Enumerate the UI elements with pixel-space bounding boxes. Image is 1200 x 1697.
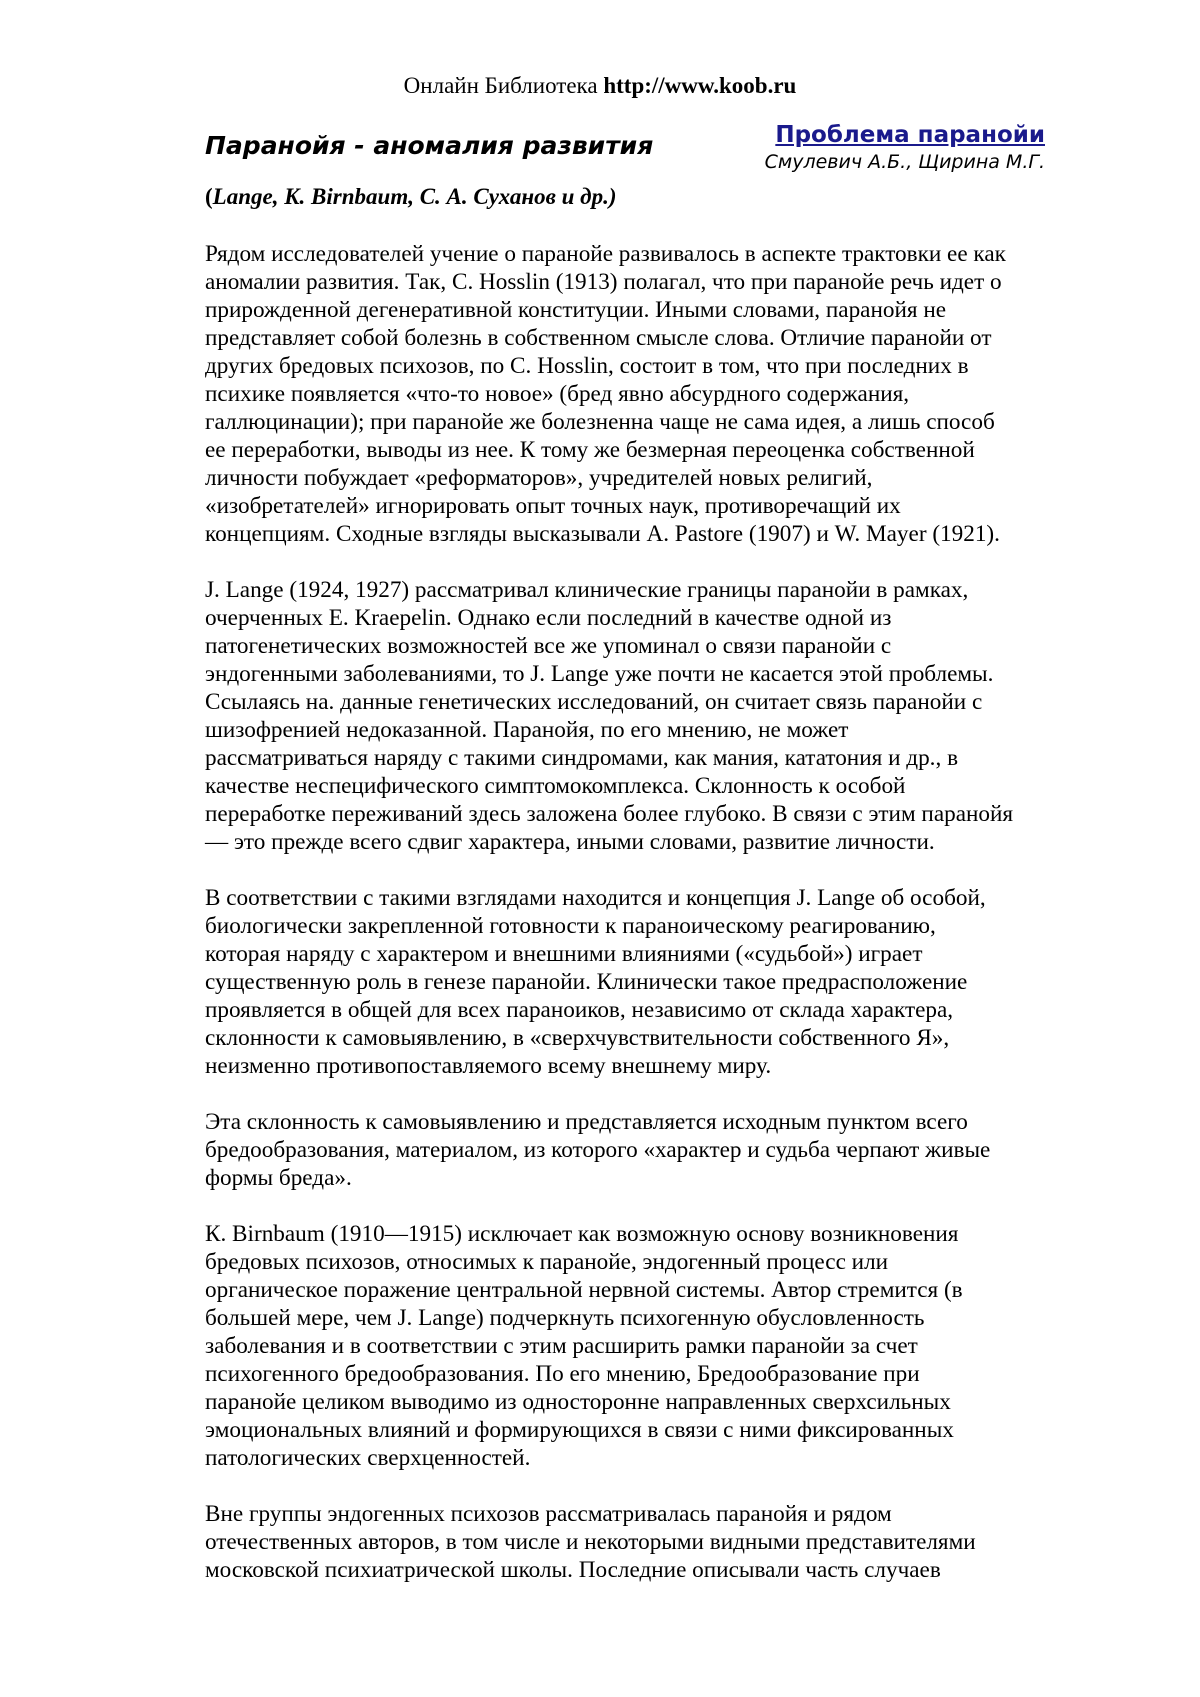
paragraph-line: ее переработки, выводы из нее. К тому же безмерная переоценка собственной — [205, 437, 975, 463]
paragraph-line: отечественных авторов, в том числе и некоторыми видными представителями — [205, 1529, 976, 1555]
paragraph-line: эмоциональных влияний и формирующихся в связи с ними фиксированных — [205, 1417, 954, 1443]
paragraph-line: Ссылаясь на. данные генетических исследований, он считает связь паранойи с — [205, 689, 983, 715]
header-prefix: Онлайн Библиотека — [403, 73, 604, 98]
paragraph-line: Рядом исследователей учение о паранойе развивалось в аспекте трактовки ее как — [205, 241, 1006, 267]
paragraph-line: патологических сверхценностей. — [205, 1445, 531, 1471]
paragraph-line: J. Lange (1924, 1927) рассматривал клинические границы паранойи в рамках, — [205, 577, 969, 603]
authors-open-paren: ( — [205, 184, 213, 209]
paragraph-line: представляет собой болезнь в собственном смысле слова. Отличие паранойи от — [205, 325, 992, 351]
authors-names: Lange, K. Birnbaum, С. А. Суханов и др.) — [212, 184, 617, 209]
paragraph-line: В соответствии с такими взглядами находится и концепция J. Lange об особой, — [205, 885, 986, 911]
paragraph-line: качестве неспецифического симптомокомплекса. Склонность к особой — [205, 773, 906, 799]
paragraph-line: существенную роль в генезе паранойи. Клинически такое предрасположение — [205, 969, 968, 995]
paragraph-line: психогенного бредообразования. По его мнению, Бредообразование при — [205, 1361, 920, 1387]
paragraph-line: эндогенными заболеваниями, то J. Lange уже почти не касается этой проблемы. — [205, 661, 994, 687]
paragraph-line: К. Birnbaum (1910—1915) исключает как возможную основу возникновения — [205, 1221, 959, 1247]
paragraph-line: патогенетических возможностей все же упоминал о связи паранойи с — [205, 633, 892, 659]
paragraph-line: проявляется в общей для всех параноиков, независимо от склада характера, — [205, 997, 954, 1023]
page-header — [0, 72, 1200, 100]
paragraph-line: паранойе целиком выводимо из односторонне направленных сверхсильных — [205, 1389, 951, 1415]
paragraph — [205, 1108, 1065, 1192]
paragraph-line: Вне группы эндогенных психозов рассматривалась паранойя и рядом — [205, 1501, 892, 1527]
paragraph-line: галлюцинации); при паранойе же болезненна чаще не сама идея, а лишь способ — [205, 409, 995, 435]
paragraph — [205, 884, 1065, 1080]
paragraph-line: Эта склонность к самовыявлению и представляется исходным пунктом всего — [205, 1109, 968, 1135]
body-text — [205, 240, 1065, 1612]
paragraph-line: рассматриваться наряду с такими синдромами, как мания, кататония и др., в — [205, 745, 959, 771]
paragraph — [205, 240, 1065, 548]
paragraph-line: — это прежде всего сдвиг характера, иными словами, развитие личности. — [205, 829, 935, 855]
header-url: http://www.koob.ru — [603, 73, 797, 98]
paragraph-line: переработке переживаний здесь заложена более глубоко. В связи с этим паранойя — [205, 801, 1014, 827]
paragraph-line: склонности к самовыявлению, в «сверхчувствительности собственного Я», — [205, 1025, 950, 1051]
chapter-title: Паранойя - аномалия развития — [205, 131, 654, 160]
paragraph-line: бредообразования, материалом, из которого «характер и судьба черпают живые — [205, 1137, 991, 1163]
paragraph-line: биологически закрепленной готовности к параноическому реагированию, — [205, 913, 936, 939]
referenced-authors — [205, 183, 617, 211]
paragraph-line: шизофренией недоказанной. Паранойя, по его мнению, не может — [205, 717, 849, 743]
paragraph-line: аномалии развития. Так, С. Hosslin (1913) полагал, что при паранойе речь идет о — [205, 269, 1002, 295]
paragraph-line: личности побуждает «реформаторов», учредителей новых религий, — [205, 465, 873, 491]
paragraph — [205, 1220, 1065, 1472]
paragraph — [205, 1500, 1065, 1584]
paragraph — [205, 576, 1065, 856]
paragraph-line: прирожденной дегенеративной конституции. Иными словами, паранойя не — [205, 297, 947, 323]
paragraph-line: неизменно противопоставляемого всему внешнему миру. — [205, 1053, 772, 1079]
paragraph-line: концепциям. Сходные взгляды высказывали A. Pastore (1907) и W. Mayer (1921). — [205, 521, 1000, 547]
book-authors: Смулевич А.Б., Щирина М.Г. — [764, 151, 1045, 173]
paragraph-line: психике появляется «что-то новое» (бред явно абсурдного содержания, — [205, 381, 910, 407]
book-reference — [765, 120, 1045, 175]
paragraph-line: формы бреда». — [205, 1165, 352, 1191]
paragraph-line: очерченных Е. Kraepelin. Однако если последний в качестве одной из — [205, 605, 892, 631]
paragraph-line: заболевания и в соответствии с этим расширить рамки паранойи за счет — [205, 1333, 918, 1359]
book-title-link[interactable]: Проблема паранойи — [775, 122, 1045, 148]
paragraph-line: большей мере, чем J. Lange) подчеркнуть психогенную обусловленность — [205, 1305, 925, 1331]
paragraph-line: московской психиатрической школы. Последние описывали часть случаев — [205, 1557, 941, 1583]
paragraph-line: которая наряду с характером и внешними влияниями («судьбой») играет — [205, 941, 923, 967]
paragraph-line: бредовых психозов, относимых к паранойе, эндогенный процесс или — [205, 1249, 889, 1275]
paragraph-line: органическое поражение центральной нервной системы. Автор стремится (в — [205, 1277, 963, 1303]
paragraph-line: других бредовых психозов, по С. Hosslin, состоит в том, что при последних в — [205, 353, 969, 379]
paragraph-line: «изобретателей» игнорировать опыт точных наук, противоречащий их — [205, 493, 901, 519]
